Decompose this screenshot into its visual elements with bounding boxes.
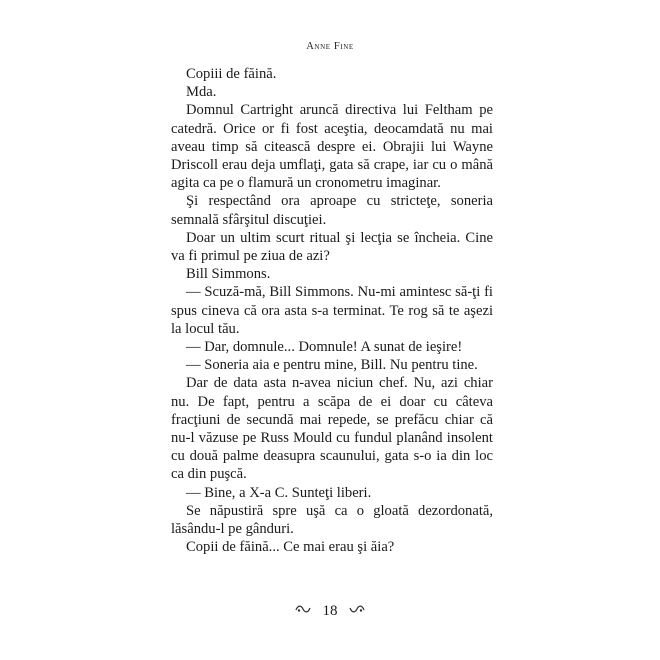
- ornament-left-icon: [295, 602, 311, 618]
- paragraph: — Soneria aia e pentru mine, Bill. Nu pentru tine.: [186, 357, 478, 374]
- paragraph: Copii de făină... Ce mai erau şi ăia?: [186, 539, 395, 556]
- paragraph: — Dar, domnule... Domnule! A sunat de ieşire!: [186, 339, 463, 356]
- page-footer: [0, 602, 660, 620]
- running-head: Anne Fine: [306, 41, 354, 52]
- paragraph: Se năpustiră spre uşă ca o gloată dezordonată, lăsându-l pe gânduri.: [171, 502, 493, 538]
- body-text: [171, 65, 493, 556]
- paragraph: Doar un ultim scurt ritual şi lecţia se încheia. Cine va fi primul pe ziua de azi?: [171, 229, 493, 265]
- paragraph: Domnul Cartright aruncă directiva lui Feltham pe catedră. Orice or fi fost aceştia, deocamdată nu mai aveau timp să citească despre ei. Obrajii lui Wayne Driscoll erau deja umflaţi, gata să crape, iar cu o mână agita ca pe o flamură un cronometru imaginar.: [171, 102, 493, 192]
- paragraph: Bill Simmons.: [186, 266, 271, 283]
- page-number: 18: [322, 603, 338, 619]
- paragraph: Mda.: [186, 84, 217, 101]
- paragraph: — Scuză-mă, Bill Simmons. Nu-mi amintesc să-ţi fi spus cineva că ora asta s-a terminat. Te rog să te aşezi la locul tău.: [171, 284, 493, 337]
- paragraph: Dar de data asta n-avea niciun chef. Nu, azi chiar nu. De fapt, pentru a scăpa de ei doar cu câteva fracţiuni de secundă mai repede, se prefăcu chiar că nu-l văzuse pe Russ Mould cu fundul planând insolent cu două palme deasupra scaunului, gata s-o ia din loc ca din puşcă.: [171, 375, 493, 483]
- paragraph: Copiii de făină.: [186, 66, 277, 82]
- paragraph: — Bine, a X-a C. Sunteţi liberi.: [186, 484, 372, 501]
- paragraph: Şi respectând ora aproape cu stricteţe, soneria semnală sfârşitul discuţiei.: [171, 193, 493, 228]
- ornament-right-icon: [349, 602, 365, 618]
